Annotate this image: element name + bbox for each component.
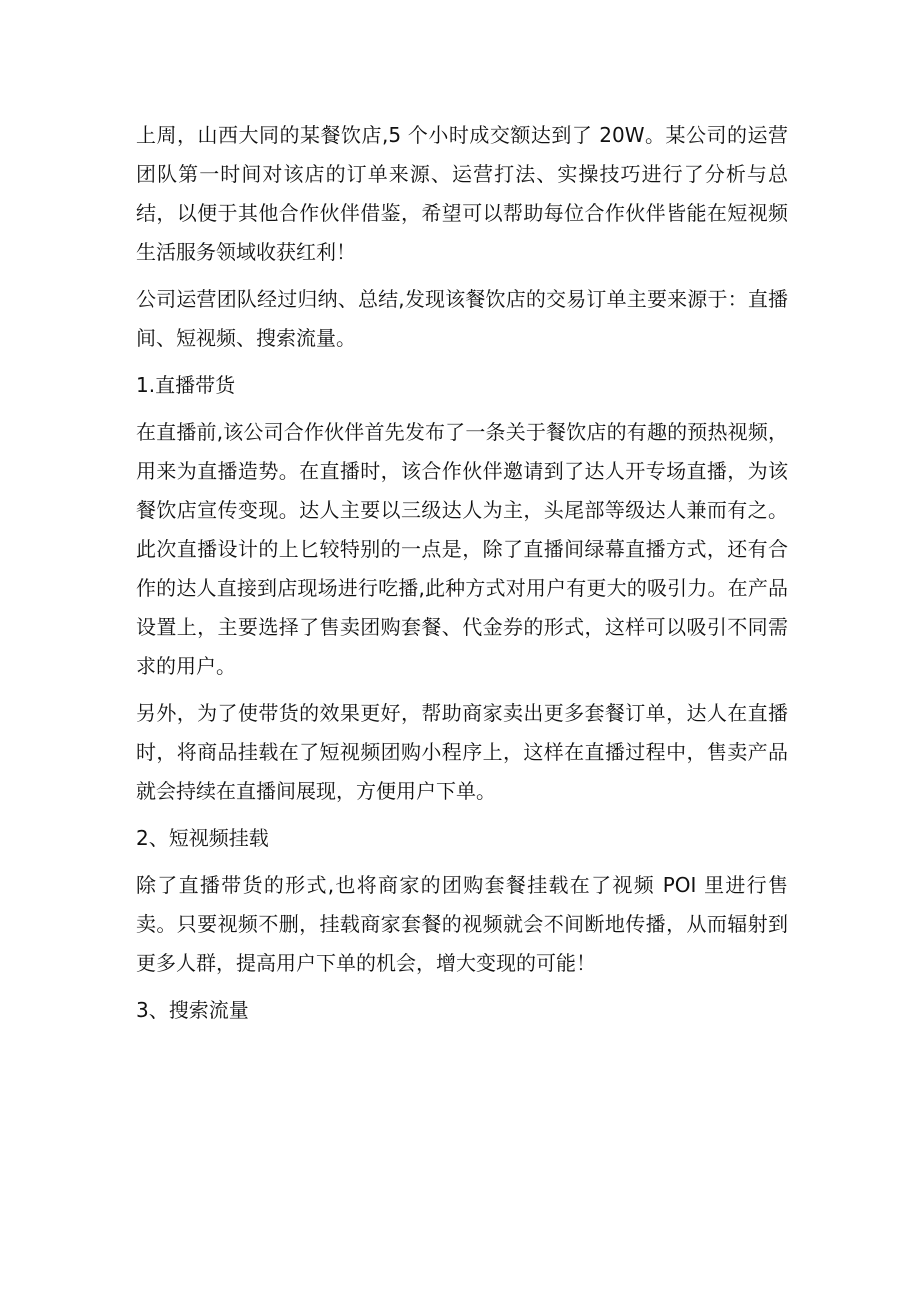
live-selling-extra-paragraph: 另外，为了使带货的效果更好，帮助商家卖出更多套餐订单，达人在直播时，将商品挂载在了短视频团购小程序上，这样在直播过程中，售卖产品就会持续在直播间展现，方便用户下单。: [136, 701, 788, 803]
document-body: [136, 116, 788, 1038]
short-video-paragraph: 除了直播带货的形式,也将商家的团购套餐挂载在了视频 POI 里进行售卖。只要视频不删，挂载商家套餐的视频就会不间断地传播，从而辐射到更多人群，提高用户下单的机会，增大变现的可能！: [136, 873, 788, 975]
section-heading-short-video: 2、短视频挂载: [136, 826, 269, 850]
section-heading-search-traffic: 3、搜索流量: [136, 998, 249, 1022]
sources-paragraph: 公司运营团队经过归纳、总结,发现该餐饮店的交易订单主要来源于：直播间、短视频、搜索流量。: [136, 287, 788, 350]
live-selling-paragraph: 在直播前,该公司合作伙伴首先发布了一条关于餐饮店的有趣的预热视频，用来为直播造势。在直播时，该合作伙伴邀请到了达人开专场直播，为该餐饮店宣传变现。达人主要以三级达人为主，头尾部等级达人兼而有之。此次直播设计的上匕较特别的一点是，除了直播间绿幕直播方式，还有合作的达人直接到店现场进行吃播,此种方式对用户有更大的吸引力。在产品设置上，主要选择了售卖团购套餐、代金券的形式，这样可以吸引不同需求的用户。: [136, 420, 788, 678]
section-heading-live-selling: 1.直播带货: [136, 373, 236, 397]
intro-paragraph: 上周，山西大同的某餐饮店,5 个小时成交额达到了 20W。某公司的运营团队第一时间对该店的订单来源、运营打法、实操技巧进行了分析与总结，以便于其他合作伙伴借鉴，希望可以帮助每位合作伙伴皆能在短视频生活服务领域收获红利！: [136, 123, 788, 264]
